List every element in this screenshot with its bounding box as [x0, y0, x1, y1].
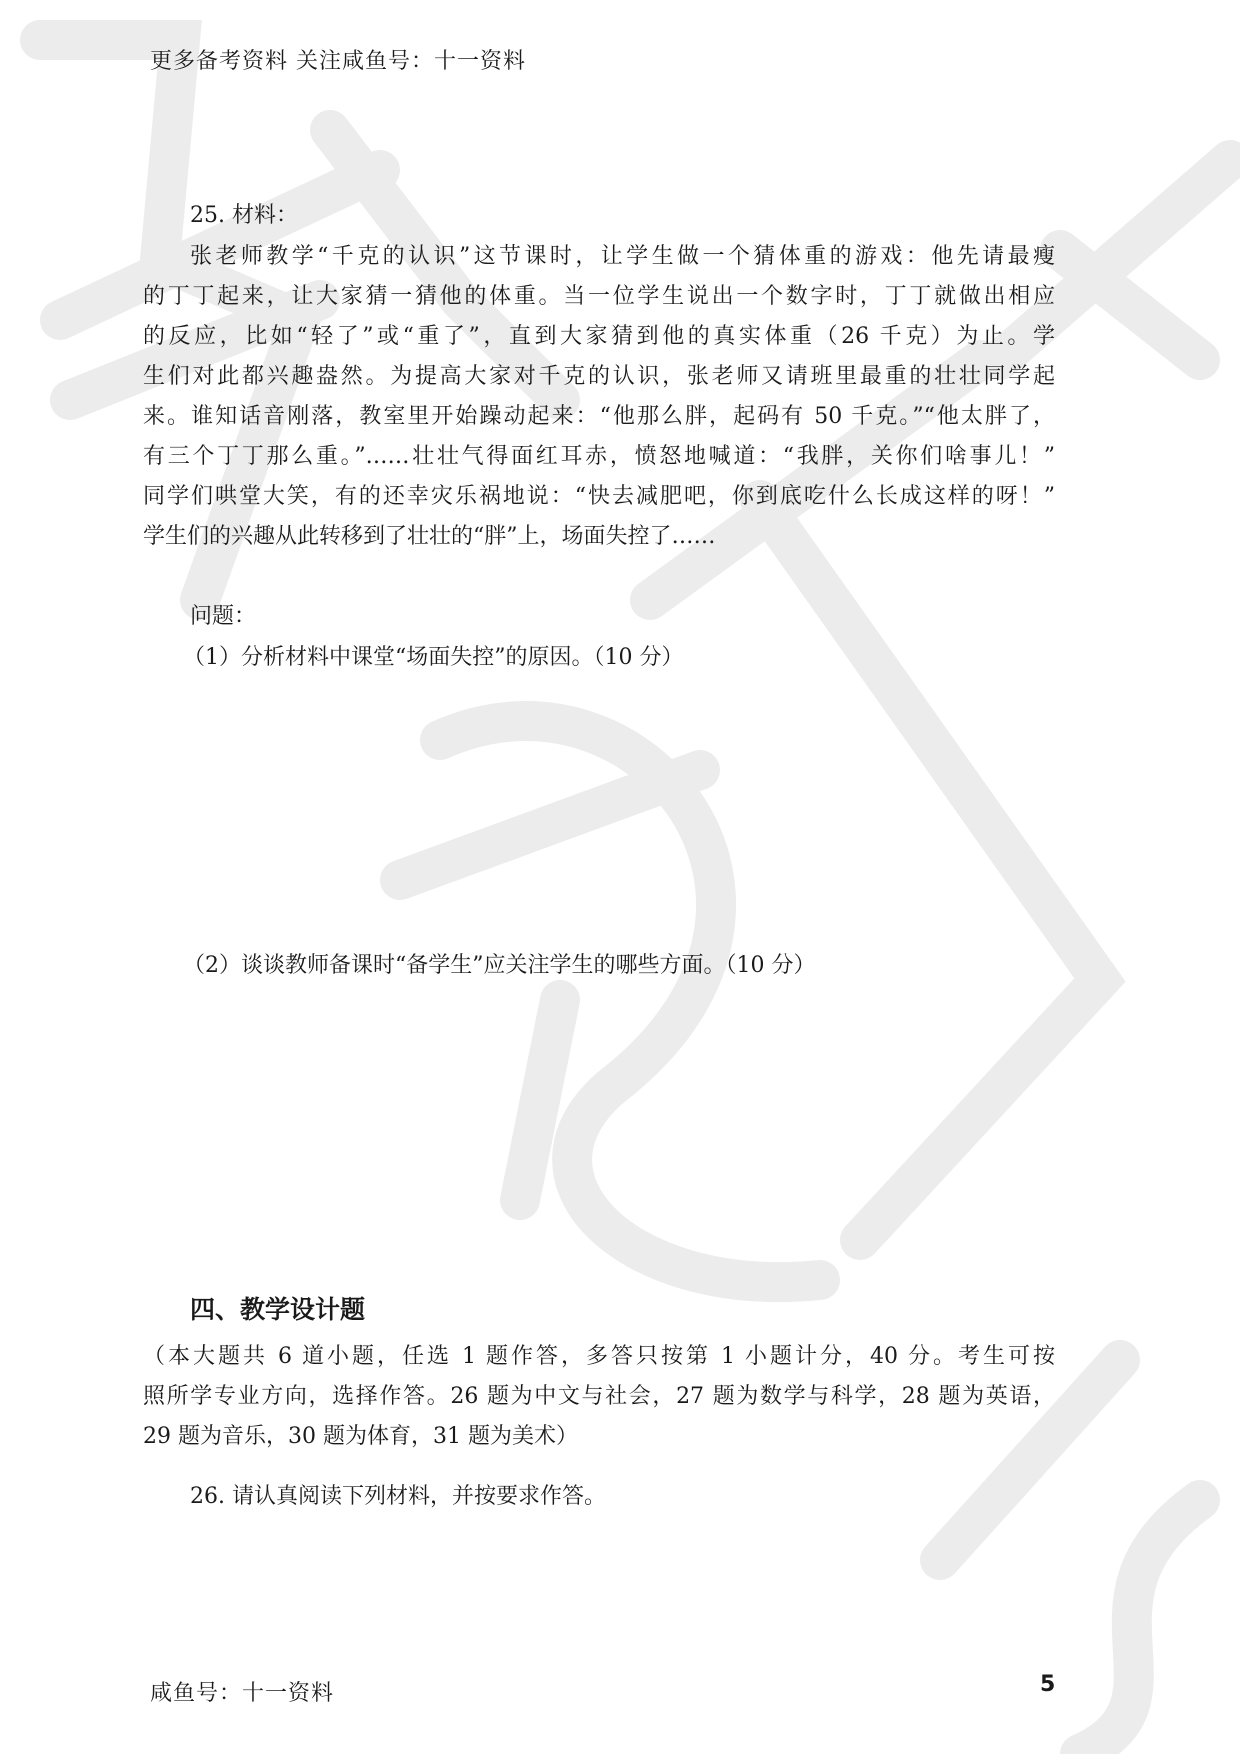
- footer-text: 咸鱼号：十一资料: [150, 1681, 335, 1706]
- section-title: 四、教学设计题: [190, 1295, 366, 1324]
- watermark-stroke: [760, 500, 1100, 1240]
- material-line: 学生们的兴趣从此转移到了壮壮的“胖”上，场面失控了……: [143, 524, 716, 549]
- sub-question-2: （2）谈谈教师备课时“备学生”应关注学生的哪些方面。（10 分）: [183, 953, 816, 978]
- section-instructions: [143, 1337, 1055, 1457]
- question-26: 26. 请认真阅读下列材料，并按要求作答。: [190, 1484, 606, 1509]
- watermark-stroke: [1080, 1500, 1200, 1754]
- material-line: 来。谁知话音刚落，教室里开始躁动起来：“他那么胖，起码有 50 千克。”“他太胖了，: [143, 404, 1055, 429]
- questions-label: 问题：: [190, 604, 257, 629]
- watermark-stroke: [1060, 250, 1200, 360]
- watermark-stroke: [440, 721, 820, 1282]
- watermark-stroke: [400, 770, 700, 880]
- material-line: 的反应，比如“轻了”或“重了”，直到大家猜到他的真实体重（26 千克）为止。学: [143, 324, 1055, 349]
- question-25-material: [143, 237, 1055, 557]
- page-number: 5: [1040, 1672, 1056, 1697]
- material-line: 的丁丁起来，让大家猜一猜他的体重。当一位学生说出一个数字时，丁丁就做出相应: [143, 284, 1055, 309]
- instruction-line: 照所学专业方向，选择作答。26 题为中文与社会，27 题为数学与科学，28 题为英语，: [143, 1384, 1055, 1409]
- watermark-stroke: [520, 1000, 560, 1200]
- page-header: 更多备考资料 关注咸鱼号：十一资料: [150, 49, 526, 74]
- material-line: 有三个丁丁那么重。”……壮壮气得面红耳赤，愤怒地喊道：“我胖，关你们啥事儿！”: [143, 444, 1055, 469]
- instruction-line: （本大题共 6 道小题，任选 1 题作答，多答只按第 1 小题计分，40 分。考生可按: [143, 1344, 1055, 1369]
- sub-question-1: （1）分析材料中课堂“场面失控”的原因。（10 分）: [183, 645, 684, 670]
- question-25-number: 25. 材料：: [190, 203, 298, 228]
- material-line: 生们对此都兴趣盎然。为提高大家对千克的认识，张老师又请班里最重的壮壮同学起: [143, 364, 1055, 389]
- material-line: 张老师教学“千克的认识”这节课时，让学生做一个猜体重的游戏：他先请最瘦: [190, 244, 1055, 269]
- instruction-line: 29 题为音乐，30 题为体育，31 题为美术）: [143, 1424, 578, 1449]
- material-line: 同学们哄堂大笑，有的还幸灾乐祸地说：“快去减肥吧，你到底吃什么长成这样的呀！”: [143, 484, 1055, 509]
